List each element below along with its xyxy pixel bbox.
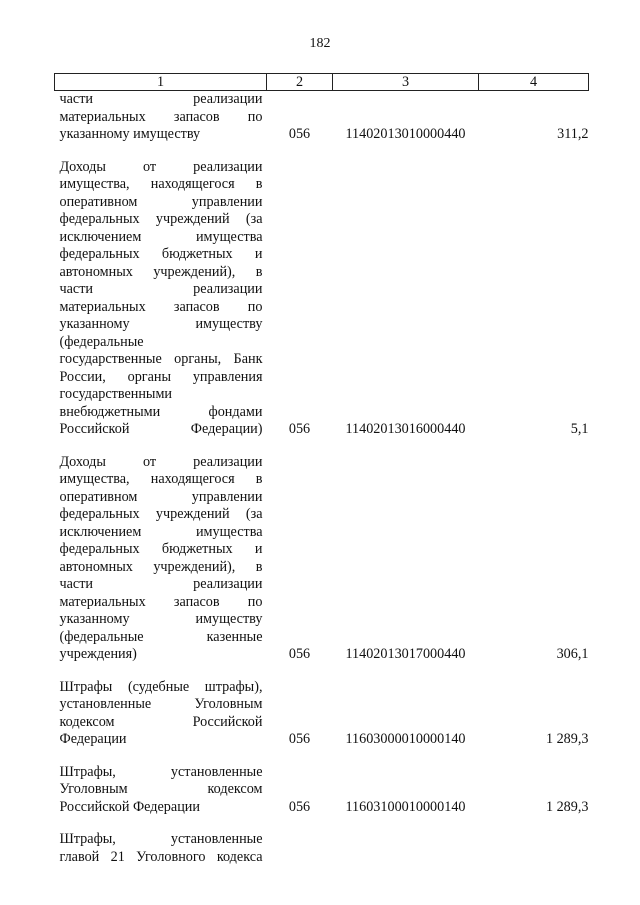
table-row xyxy=(55,159,589,439)
revenue-name-line: федеральных бюджетных и xyxy=(59,246,263,262)
table-header-row xyxy=(55,74,589,91)
revenue-name-line: федеральных учреждений (за xyxy=(59,211,263,227)
revenue-name-line: (федеральные казенные xyxy=(59,628,263,645)
revenue-name-line: Федерации xyxy=(59,731,127,747)
amount-cell: 311,2 xyxy=(557,126,589,142)
row-spacer xyxy=(55,664,589,679)
table-row xyxy=(55,454,589,664)
admin-code-cell: 056 xyxy=(288,421,311,437)
revenue-name-line: автономных учреждений), в xyxy=(59,263,263,280)
column-header-3: 3 xyxy=(333,74,479,91)
amount-cell: 1 289,3 xyxy=(545,798,589,815)
row-spacer xyxy=(55,144,589,159)
revenue-name-line: федеральных бюджетных и xyxy=(59,541,263,557)
revenue-name-line: России, органы управления xyxy=(59,368,263,385)
admin-code-cell: 056 xyxy=(288,646,311,662)
row-spacer xyxy=(55,439,589,454)
revenue-name-line: Штрафы, установленные xyxy=(59,763,263,780)
revenue-name-line: Штрафы (судебные штрафы), xyxy=(59,678,263,695)
revenue-name-line: оперативном управлении xyxy=(59,488,263,505)
revenue-name-line: автономных учреждений), в xyxy=(59,558,263,575)
revenue-name-line: учреждения) xyxy=(59,646,137,662)
revenue-name-line: федеральных учреждений (за xyxy=(59,506,263,522)
revenue-name-line: Доходы от реализации xyxy=(59,158,263,175)
revenue-name-line: материальных запасов по xyxy=(59,593,263,610)
admin-code-cell: 056 xyxy=(288,731,311,747)
revenue-name-cell xyxy=(55,91,267,144)
admin-code-cell: 056 xyxy=(288,798,311,815)
revenue-name-line: кодексом Российской xyxy=(59,713,263,730)
revenue-name-line: Доходы от реализации xyxy=(59,453,263,470)
revenue-name-line: Российской Федерации xyxy=(59,798,200,815)
revenue-name-line: части реализации xyxy=(59,281,263,297)
revenue-name-line: указанному имуществу xyxy=(59,611,263,627)
admin-code-cell xyxy=(267,831,333,866)
table-row xyxy=(55,764,589,817)
revenue-table xyxy=(54,73,589,866)
table-row xyxy=(55,91,589,144)
revenue-name-line: государственными xyxy=(59,386,173,402)
revenue-name-line: исключением имущества xyxy=(59,228,263,245)
column-header-4: 4 xyxy=(479,74,589,91)
revenue-name-line: части реализации xyxy=(59,576,263,592)
table-row xyxy=(55,831,589,866)
revenue-name-cell xyxy=(55,679,267,749)
revenue-name-line: (федеральные xyxy=(59,333,144,350)
revenue-name-line: Уголовным кодексом xyxy=(59,781,263,797)
budget-code-cell: 11603000010000140 xyxy=(345,731,466,747)
revenue-name-line: оперативном управлении xyxy=(59,193,263,210)
revenue-name-line: государственные органы, Банк xyxy=(59,351,263,367)
revenue-name-line: материальных запасов по xyxy=(59,108,263,125)
revenue-name-cell xyxy=(55,454,267,664)
revenue-name-line: указанному имуществу xyxy=(59,126,201,142)
revenue-name-cell xyxy=(55,764,267,817)
revenue-name-line: материальных запасов по xyxy=(59,298,263,315)
revenue-name-line: исключением имущества xyxy=(59,523,263,540)
budget-code-cell xyxy=(333,831,479,866)
budget-code-cell: 11402013010000440 xyxy=(345,126,466,142)
budget-code-cell: 11402013017000440 xyxy=(345,646,466,662)
revenue-name-line: имущества, находящегося в xyxy=(59,176,263,192)
amount-cell: 306,1 xyxy=(556,646,589,662)
column-header-1: 1 xyxy=(55,74,267,91)
revenue-name-line: указанному имуществу xyxy=(59,316,263,332)
revenue-name-line: части реализации xyxy=(59,91,263,107)
amount-cell xyxy=(479,831,589,866)
revenue-name-line: Штрафы, установленные xyxy=(59,831,263,847)
table-row xyxy=(55,679,589,749)
revenue-name-cell xyxy=(55,831,267,866)
budget-code-cell: 11603100010000140 xyxy=(345,798,466,815)
page-number: 182 xyxy=(309,36,331,51)
revenue-name-line: Российской Федерации) xyxy=(59,421,263,437)
revenue-name-line: главой 21 Уголовного кодекса xyxy=(59,848,263,865)
budget-code-cell: 11402013016000440 xyxy=(345,421,466,437)
revenue-name-line: имущества, находящегося в xyxy=(59,471,263,487)
admin-code-cell: 056 xyxy=(288,126,311,142)
amount-cell: 1 289,3 xyxy=(545,731,589,747)
revenue-name-cell xyxy=(55,159,267,439)
column-header-2: 2 xyxy=(267,74,333,91)
revenue-name-line: установленные Уголовным xyxy=(59,696,263,712)
row-spacer xyxy=(55,816,589,831)
revenue-name-line: внебюджетными фондами xyxy=(59,403,263,420)
row-spacer xyxy=(55,749,589,764)
amount-cell: 5,1 xyxy=(570,421,589,437)
